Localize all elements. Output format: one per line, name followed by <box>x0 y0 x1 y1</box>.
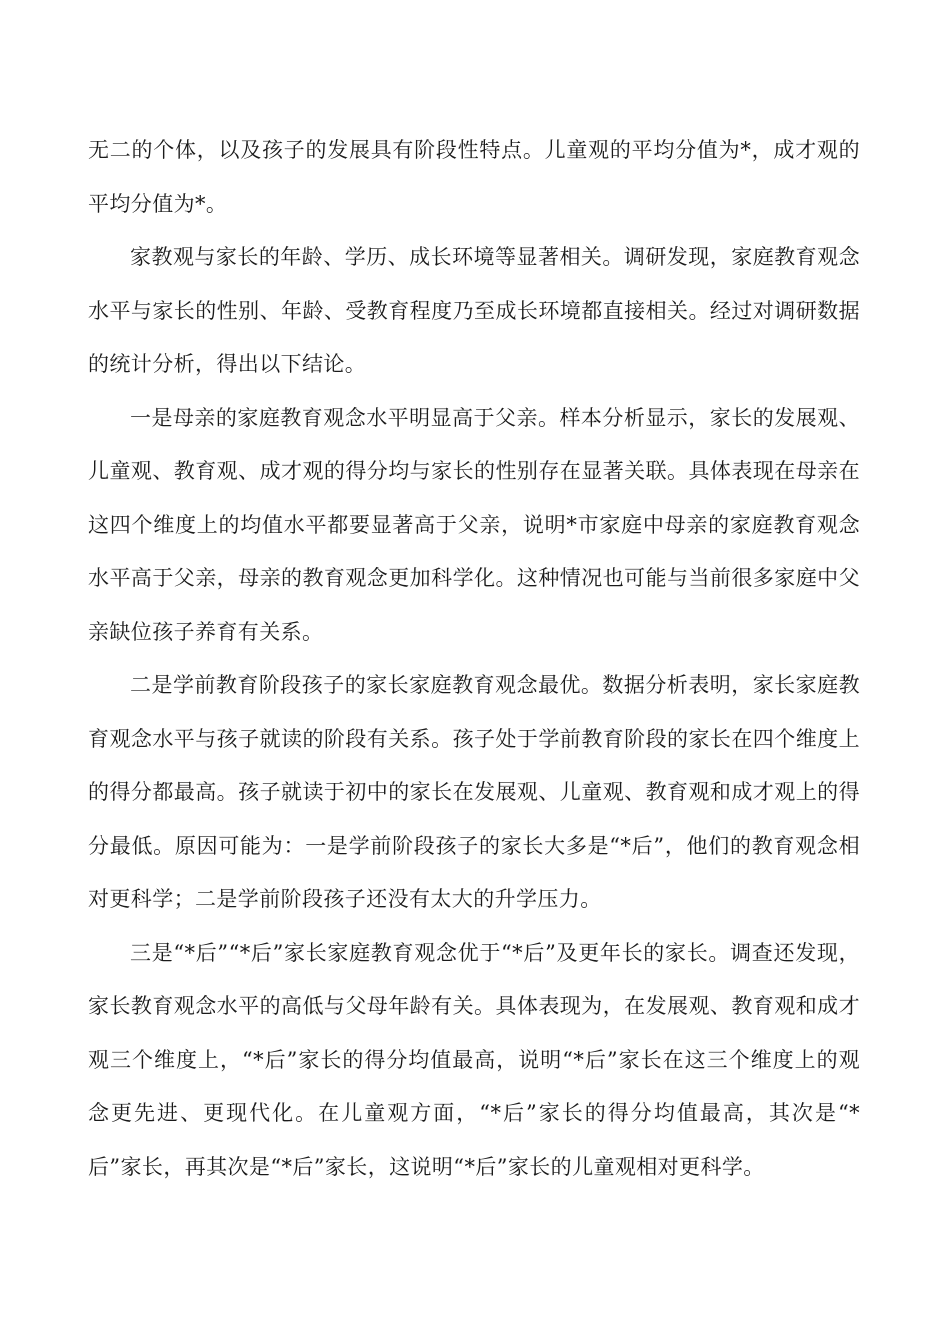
document-body <box>88 124 860 1194</box>
paragraph-finding-age: 三是“*后”“*后”家长家庭教育观念优于“*后”及更年长的家长。调查还发现，家长教育观念水平的高低与父母年龄有关。具体表现为，在发展观、教育观和成才观三个维度上，“*后”家长的得分均值最高，说明“*后”家长在这三个维度上的观念更先进、更现代化。在儿童观方面，“*后”家长的得分均值最高，其次是“*后”家长，再其次是“*后”家长，这说明“*后”家长的儿童观相对更科学。 <box>88 940 860 1179</box>
paragraph-finding-preschool: 二是学前教育阶段孩子的家长家庭教育观念最优。数据分析表明，家长家庭教育观念水平与孩子就读的阶段有关系。孩子处于学前教育阶段的家长在四个维度上的得分都最高。孩子就读于初中的家长在发展观、儿童观、教育观和成才观上的得分最低。原因可能为：一是学前阶段孩子的家长大多是“*后”，他们的教育观念相对更科学；二是学前阶段孩子还没有太大的升学压力。 <box>88 673 860 911</box>
paragraph-correlation: 家教观与家长的年龄、学历、成长环境等显著相关。调研发现，家庭教育观念水平与家长的性别、年龄、受教育程度乃至成长环境都直接相关。经过对调研数据的统计分析，得出以下结论。 <box>88 245 860 376</box>
paragraph-continuation: 无二的个体，以及孩子的发展具有阶段性特点。儿童观的平均分值为*，成才观的平均分值为*。 <box>88 138 860 216</box>
paragraph-finding-mother: 一是母亲的家庭教育观念水平明显高于父亲。样本分析显示，家长的发展观、儿童观、教育观、成才观的得分均与家长的性别存在显著关联。具体表现在母亲在这四个维度上的均值水平都要显著高于父亲，说明*市家庭中母亲的家庭教育观念水平高于父亲，母亲的教育观念更加科学化。这种情况也可能与当前很多家庭中父亲缺位孩子养育有关系。 <box>88 405 860 644</box>
